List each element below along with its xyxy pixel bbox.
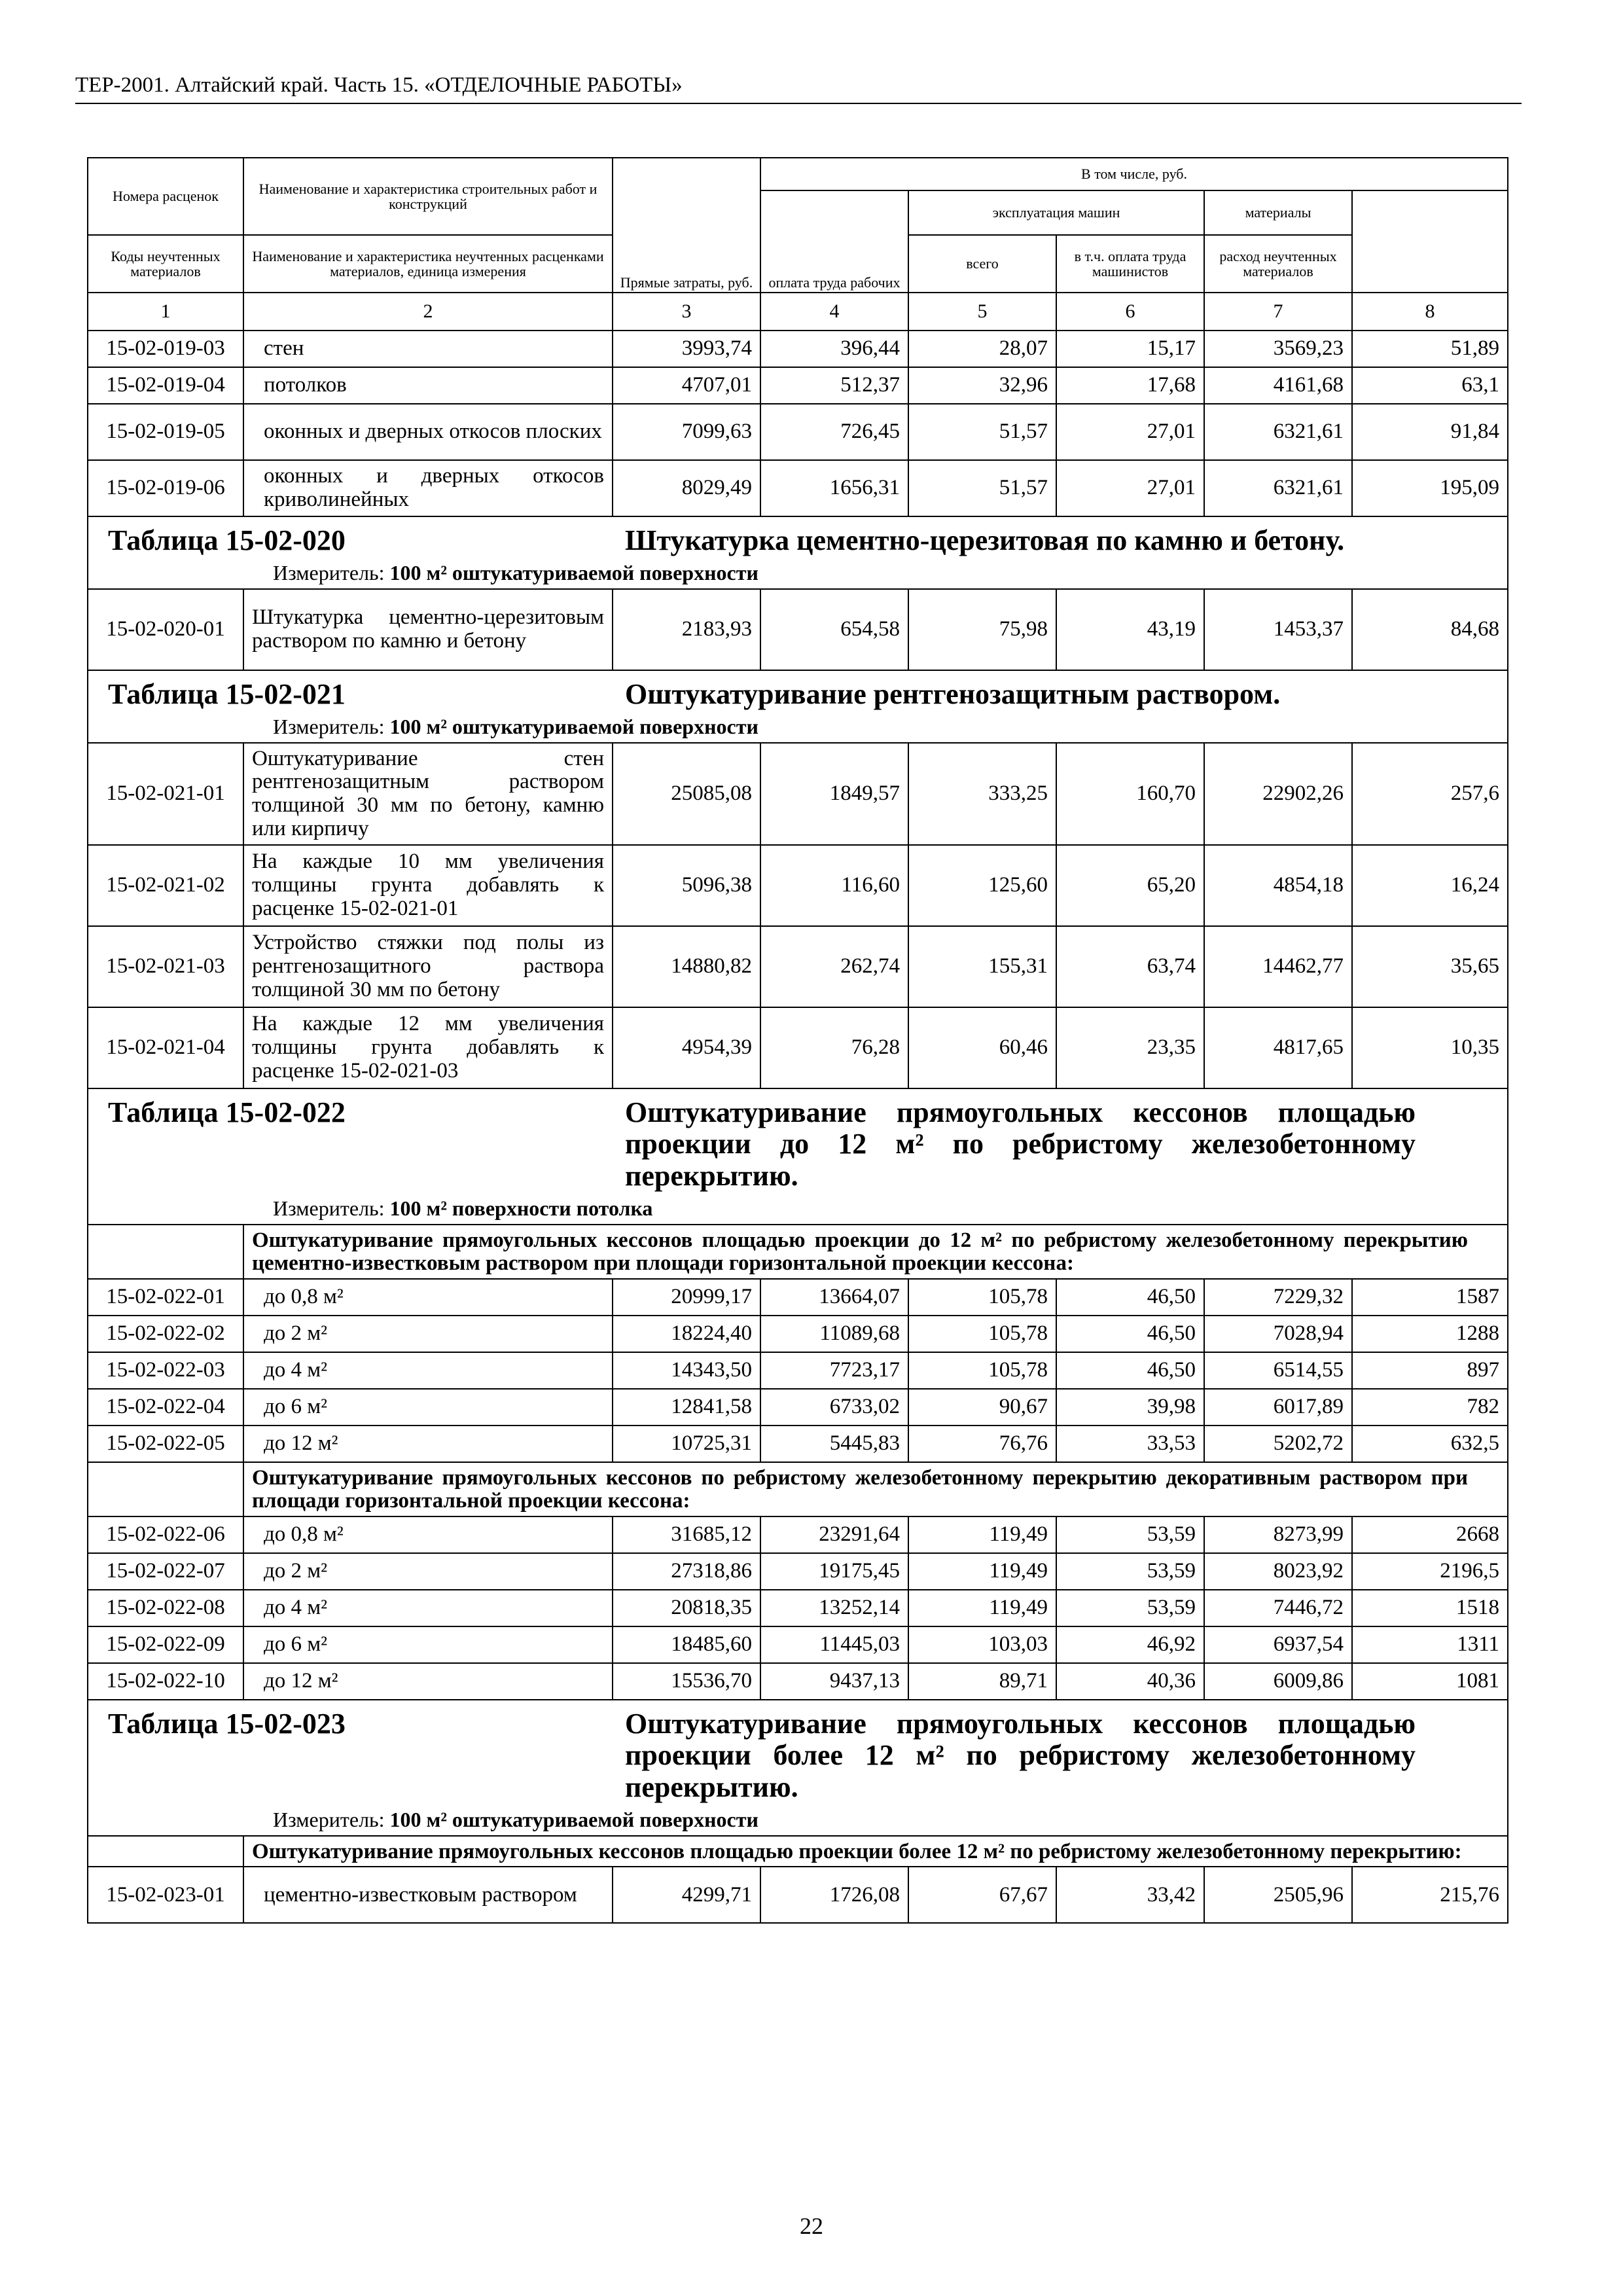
machines-total-cell: 51,57 bbox=[908, 460, 1056, 516]
col-header-group: В том числе, руб. bbox=[760, 158, 1508, 190]
machinist-wages-cell: 40,36 bbox=[1056, 1663, 1204, 1700]
rate-code: 15-02-022-10 bbox=[88, 1663, 243, 1700]
machines-total-cell: 119,49 bbox=[908, 1516, 1056, 1553]
labor-hours-cell: 195,09 bbox=[1352, 460, 1508, 516]
direct-costs-cell: 14343,50 bbox=[613, 1352, 760, 1389]
table-row bbox=[88, 1867, 1508, 1923]
rate-code: 15-02-022-05 bbox=[88, 1426, 243, 1462]
table-row bbox=[88, 1316, 1508, 1352]
table-row bbox=[88, 589, 1508, 670]
work-name: до 6 м² bbox=[243, 1389, 613, 1426]
material-use-cell: 6321,61 bbox=[1204, 460, 1352, 516]
labor-hours-cell: 1311 bbox=[1352, 1626, 1508, 1663]
machines-total-cell: 51,57 bbox=[908, 404, 1056, 460]
group-row bbox=[88, 1462, 1508, 1516]
col-header-material-codes: Коды неучтенных материалов bbox=[88, 235, 243, 293]
machines-total-cell: 103,03 bbox=[908, 1626, 1056, 1663]
machines-total-cell: 333,25 bbox=[908, 743, 1056, 845]
table-heading: Оштукатуривание прямоугольных кессонов площадью проекции до 12 м² по ребристому железобетонному перекрытию. bbox=[625, 1096, 1416, 1192]
wages-cell: 654,58 bbox=[760, 589, 908, 670]
direct-costs-cell: 12841,58 bbox=[613, 1389, 760, 1426]
labor-hours-cell: 84,68 bbox=[1352, 589, 1508, 670]
table-heading: Оштукатуривание прямоугольных кессонов площадью проекции более 12 м² по ребристому железобетонному перекрытию. bbox=[625, 1708, 1416, 1803]
material-use-cell: 6514,55 bbox=[1204, 1352, 1352, 1389]
machinist-wages-cell: 63,74 bbox=[1056, 926, 1204, 1007]
col-header-direct-costs: Прямые затраты, руб. bbox=[613, 158, 760, 293]
measure-prefix: Измеритель: bbox=[273, 715, 385, 739]
material-use-cell: 5202,72 bbox=[1204, 1426, 1352, 1462]
machinist-wages-cell: 160,70 bbox=[1056, 743, 1204, 845]
group-heading: Оштукатуривание прямоугольных кессонов площадью проекции до 12 м² по ребристому железобетонному перекрытию цементно-известковым раствором при площади горизонтальной проекции кессона: bbox=[243, 1225, 1508, 1279]
labor-hours-cell: 2668 bbox=[1352, 1516, 1508, 1553]
machines-total-cell: 125,60 bbox=[908, 845, 1056, 926]
wages-cell: 13664,07 bbox=[760, 1279, 908, 1316]
table-title-row bbox=[88, 670, 1508, 743]
labor-hours-cell: 1518 bbox=[1352, 1590, 1508, 1626]
rate-code: 15-02-019-03 bbox=[88, 331, 243, 367]
work-name: Штукатурка цементно-церезитовым раствором по камню и бетону bbox=[243, 589, 613, 670]
material-use-cell: 8023,92 bbox=[1204, 1553, 1352, 1590]
direct-costs-cell: 14880,82 bbox=[613, 926, 760, 1007]
work-name: до 6 м² bbox=[243, 1626, 613, 1663]
measure-value: 100 м² оштукатуриваемой поверхности bbox=[389, 715, 758, 739]
measure-value: 100 м² оштукатуриваемой поверхности bbox=[389, 561, 758, 585]
rate-code: 15-02-022-04 bbox=[88, 1389, 243, 1426]
labor-hours-cell: 782 bbox=[1352, 1389, 1508, 1426]
group-spacer bbox=[88, 1462, 243, 1516]
rate-code: 15-02-021-01 bbox=[88, 743, 243, 845]
material-use-cell: 6017,89 bbox=[1204, 1389, 1352, 1426]
machines-total-cell: 32,96 bbox=[908, 367, 1056, 404]
table-row bbox=[88, 1352, 1508, 1389]
table-number: Таблица 15-02-022 bbox=[108, 1096, 346, 1128]
work-name: Устройство стяжки под полы из рентгенозащитного раствора толщиной 30 мм по бетону bbox=[243, 926, 613, 1007]
machinist-wages-cell: 53,59 bbox=[1056, 1590, 1204, 1626]
direct-costs-cell: 4954,39 bbox=[613, 1007, 760, 1088]
table-number: Таблица 15-02-020 bbox=[108, 524, 346, 556]
labor-hours-cell: 10,35 bbox=[1352, 1007, 1508, 1088]
labor-hours-cell: 2196,5 bbox=[1352, 1553, 1508, 1590]
machines-total-cell: 75,98 bbox=[908, 589, 1056, 670]
material-use-cell: 4161,68 bbox=[1204, 367, 1352, 404]
direct-costs-cell: 18485,60 bbox=[613, 1626, 760, 1663]
machinist-wages-cell: 27,01 bbox=[1056, 460, 1204, 516]
wages-cell: 1849,57 bbox=[760, 743, 908, 845]
group-heading: Оштукатуривание прямоугольных кессонов по ребристому железобетонному перекрытию декоративным раствором при площади горизонтальной проекции кессона: bbox=[243, 1462, 1508, 1516]
machines-total-cell: 119,49 bbox=[908, 1553, 1056, 1590]
machinist-wages-cell: 39,98 bbox=[1056, 1389, 1204, 1426]
direct-costs-cell: 20818,35 bbox=[613, 1590, 760, 1626]
labor-hours-cell: 51,89 bbox=[1352, 331, 1508, 367]
machines-total-cell: 105,78 bbox=[908, 1279, 1056, 1316]
group-heading: Оштукатуривание прямоугольных кессонов площадью проекции более 12 м² по ребристому железобетонному перекрытию: bbox=[243, 1836, 1508, 1867]
machines-total-cell: 28,07 bbox=[908, 331, 1056, 367]
table-title bbox=[88, 1088, 1508, 1225]
direct-costs-cell: 3993,74 bbox=[613, 331, 760, 367]
work-name: На каждые 10 мм увеличения толщины грунта добавлять к расценке 15-02-021-01 bbox=[243, 845, 613, 926]
work-name: до 0,8 м² bbox=[243, 1279, 613, 1316]
wages-cell: 19175,45 bbox=[760, 1553, 908, 1590]
machines-total-cell: 76,76 bbox=[908, 1426, 1056, 1462]
col-header-material-use: расход неучтенных материалов bbox=[1204, 235, 1352, 293]
table-heading: Оштукатуривание рентгенозащитным раствором. bbox=[625, 677, 1281, 710]
labor-hours-cell: 215,76 bbox=[1352, 1867, 1508, 1923]
machinist-wages-cell: 33,42 bbox=[1056, 1867, 1204, 1923]
rate-code: 15-02-022-01 bbox=[88, 1279, 243, 1316]
table-heading: Штукатурка цементно-церезитовая по камню и бетону. bbox=[625, 524, 1345, 556]
wages-cell: 1726,08 bbox=[760, 1867, 908, 1923]
material-use-cell: 8273,99 bbox=[1204, 1516, 1352, 1553]
rate-code: 15-02-019-06 bbox=[88, 460, 243, 516]
machinist-wages-cell: 17,68 bbox=[1056, 367, 1204, 404]
page-number: 22 bbox=[800, 2213, 823, 2239]
col-header-wages: оплата труда рабочих bbox=[760, 190, 908, 293]
col-header-materials: материалы bbox=[1204, 190, 1352, 235]
rate-code: 15-02-022-02 bbox=[88, 1316, 243, 1352]
labor-hours-cell: 35,65 bbox=[1352, 926, 1508, 1007]
table-row bbox=[88, 1590, 1508, 1626]
material-use-cell: 4817,65 bbox=[1204, 1007, 1352, 1088]
group-row bbox=[88, 1225, 1508, 1279]
material-use-cell: 14462,77 bbox=[1204, 926, 1352, 1007]
work-name: до 4 м² bbox=[243, 1352, 613, 1389]
labor-hours-cell: 91,84 bbox=[1352, 404, 1508, 460]
wages-cell: 7723,17 bbox=[760, 1352, 908, 1389]
table-number: Таблица 15-02-023 bbox=[108, 1708, 346, 1740]
table-row bbox=[88, 926, 1508, 1007]
rates-table bbox=[87, 157, 1508, 1924]
wages-cell: 11445,03 bbox=[760, 1626, 908, 1663]
machinist-wages-cell: 33,53 bbox=[1056, 1426, 1204, 1462]
machinist-wages-cell: 27,01 bbox=[1056, 404, 1204, 460]
wages-cell: 13252,14 bbox=[760, 1590, 908, 1626]
material-use-cell: 4854,18 bbox=[1204, 845, 1352, 926]
direct-costs-cell: 25085,08 bbox=[613, 743, 760, 845]
machinist-wages-cell: 46,50 bbox=[1056, 1352, 1204, 1389]
unit-of-measure bbox=[108, 1808, 1488, 1831]
wages-cell: 23291,64 bbox=[760, 1516, 908, 1553]
table-row bbox=[88, 1663, 1508, 1700]
work-name: до 0,8 м² bbox=[243, 1516, 613, 1553]
direct-costs-cell: 2183,93 bbox=[613, 589, 760, 670]
rate-code: 15-02-022-09 bbox=[88, 1626, 243, 1663]
labor-hours-cell: 632,5 bbox=[1352, 1426, 1508, 1462]
unit-of-measure bbox=[108, 562, 1488, 584]
table-row bbox=[88, 1279, 1508, 1316]
labor-hours-cell: 16,24 bbox=[1352, 845, 1508, 926]
wages-cell: 1656,31 bbox=[760, 460, 908, 516]
machinist-wages-cell: 43,19 bbox=[1056, 589, 1204, 670]
table-row bbox=[88, 1426, 1508, 1462]
wages-cell: 6733,02 bbox=[760, 1389, 908, 1426]
col-header-material-names: Наименование и характеристика неучтенных расценками материалов, единица измерения bbox=[243, 235, 613, 293]
table-row bbox=[88, 845, 1508, 926]
rate-code: 15-02-022-03 bbox=[88, 1352, 243, 1389]
machinist-wages-cell: 53,59 bbox=[1056, 1516, 1204, 1553]
table-row bbox=[88, 1389, 1508, 1426]
wages-cell: 76,28 bbox=[760, 1007, 908, 1088]
measure-value: 100 м² оштукатуриваемой поверхности bbox=[389, 1808, 758, 1832]
wages-cell: 396,44 bbox=[760, 331, 908, 367]
machines-total-cell: 60,46 bbox=[908, 1007, 1056, 1088]
material-use-cell: 7446,72 bbox=[1204, 1590, 1352, 1626]
col-header-machinist-wages: в т.ч. оплата труда машинистов bbox=[1056, 235, 1204, 293]
machinist-wages-cell: 23,35 bbox=[1056, 1007, 1204, 1088]
work-name: до 2 м² bbox=[243, 1316, 613, 1352]
labor-hours-cell: 1587 bbox=[1352, 1279, 1508, 1316]
work-name: цементно-известковым раствором bbox=[243, 1867, 613, 1923]
machinist-wages-cell: 46,50 bbox=[1056, 1279, 1204, 1316]
machines-total-cell: 119,49 bbox=[908, 1590, 1056, 1626]
table-number: Таблица 15-02-021 bbox=[108, 677, 346, 710]
rate-code: 15-02-021-02 bbox=[88, 845, 243, 926]
direct-costs-cell: 4299,71 bbox=[613, 1867, 760, 1923]
machinist-wages-cell: 53,59 bbox=[1056, 1553, 1204, 1590]
direct-costs-cell: 4707,01 bbox=[613, 367, 760, 404]
material-use-cell: 22902,26 bbox=[1204, 743, 1352, 845]
rate-code: 15-02-023-01 bbox=[88, 1867, 243, 1923]
machines-total-cell: 90,67 bbox=[908, 1389, 1056, 1426]
material-use-cell: 7229,32 bbox=[1204, 1279, 1352, 1316]
machines-total-cell: 105,78 bbox=[908, 1352, 1056, 1389]
wages-cell: 11089,68 bbox=[760, 1316, 908, 1352]
rate-code: 15-02-021-04 bbox=[88, 1007, 243, 1088]
table-row bbox=[88, 404, 1508, 460]
measure-prefix: Измеритель: bbox=[273, 561, 385, 585]
direct-costs-cell: 20999,17 bbox=[613, 1279, 760, 1316]
direct-costs-cell: 27318,86 bbox=[613, 1553, 760, 1590]
material-use-cell: 2505,96 bbox=[1204, 1867, 1352, 1923]
wages-cell: 5445,83 bbox=[760, 1426, 908, 1462]
work-name: оконных и дверных откосов криволинейных bbox=[243, 460, 613, 516]
material-use-cell: 6321,61 bbox=[1204, 404, 1352, 460]
col-header-codes: Номера расценок bbox=[88, 158, 243, 235]
rate-code: 15-02-022-07 bbox=[88, 1553, 243, 1590]
direct-costs-cell: 31685,12 bbox=[613, 1516, 760, 1553]
unit-of-measure bbox=[108, 715, 1488, 738]
labor-hours-cell: 1081 bbox=[1352, 1663, 1508, 1700]
material-use-cell: 6009,86 bbox=[1204, 1663, 1352, 1700]
rate-code: 15-02-022-08 bbox=[88, 1590, 243, 1626]
table-row bbox=[88, 460, 1508, 516]
table-title-row bbox=[88, 1700, 1508, 1836]
work-name: стен bbox=[243, 331, 613, 367]
machines-total-cell: 105,78 bbox=[908, 1316, 1056, 1352]
labor-hours-cell: 257,6 bbox=[1352, 743, 1508, 845]
direct-costs-cell: 18224,40 bbox=[613, 1316, 760, 1352]
table-row bbox=[88, 1553, 1508, 1590]
table-title-row bbox=[88, 1088, 1508, 1225]
direct-costs-cell: 7099,63 bbox=[613, 404, 760, 460]
material-use-cell: 1453,37 bbox=[1204, 589, 1352, 670]
machines-total-cell: 89,71 bbox=[908, 1663, 1056, 1700]
col-header-machines-total: всего bbox=[908, 235, 1056, 293]
work-name: На каждые 12 мм увеличения толщины грунта добавлять к расценке 15-02-021-03 bbox=[243, 1007, 613, 1088]
work-name: оконных и дверных откосов плоских bbox=[243, 404, 613, 460]
wages-cell: 262,74 bbox=[760, 926, 908, 1007]
group-spacer bbox=[88, 1225, 243, 1279]
machinist-wages-cell: 46,92 bbox=[1056, 1626, 1204, 1663]
machinist-wages-cell: 65,20 bbox=[1056, 845, 1204, 926]
rate-code: 15-02-019-04 bbox=[88, 367, 243, 404]
wages-cell: 726,45 bbox=[760, 404, 908, 460]
page-header: ТЕР-2001. Алтайский край. Часть 15. «ОТДЕЛОЧНЫЕ РАБОТЫ» bbox=[75, 73, 1522, 104]
work-name: до 2 м² bbox=[243, 1553, 613, 1590]
machines-total-cell: 155,31 bbox=[908, 926, 1056, 1007]
machinist-wages-cell: 15,17 bbox=[1056, 331, 1204, 367]
labor-hours-cell: 1288 bbox=[1352, 1316, 1508, 1352]
work-name: потолков bbox=[243, 367, 613, 404]
work-name: до 4 м² bbox=[243, 1590, 613, 1626]
labor-hours-cell: 63,1 bbox=[1352, 367, 1508, 404]
rate-code: 15-02-021-03 bbox=[88, 926, 243, 1007]
wages-cell: 9437,13 bbox=[760, 1663, 908, 1700]
material-use-cell: 6937,54 bbox=[1204, 1626, 1352, 1663]
rate-code: 15-02-022-06 bbox=[88, 1516, 243, 1553]
col-header-names: Наименование и характеристика строительных работ и конструкций bbox=[243, 158, 613, 235]
material-use-cell: 3569,23 bbox=[1204, 331, 1352, 367]
measure-prefix: Измеритель: bbox=[273, 1808, 385, 1832]
machinist-wages-cell: 46,50 bbox=[1056, 1316, 1204, 1352]
table-title-row bbox=[88, 516, 1508, 589]
group-spacer bbox=[88, 1836, 243, 1867]
wages-cell: 512,37 bbox=[760, 367, 908, 404]
direct-costs-cell: 5096,38 bbox=[613, 845, 760, 926]
table-row bbox=[88, 367, 1508, 404]
rate-code: 15-02-019-05 bbox=[88, 404, 243, 460]
table-row bbox=[88, 1516, 1508, 1553]
work-name: Оштукатуривание стен рентгенозащитным раствором толщиной 30 мм по бетону, камню или кирпичу bbox=[243, 743, 613, 845]
rate-code: 15-02-020-01 bbox=[88, 589, 243, 670]
labor-hours-cell: 897 bbox=[1352, 1352, 1508, 1389]
machines-total-cell: 67,67 bbox=[908, 1867, 1056, 1923]
direct-costs-cell: 10725,31 bbox=[613, 1426, 760, 1462]
material-use-cell: 7028,94 bbox=[1204, 1316, 1352, 1352]
table-row bbox=[88, 1007, 1508, 1088]
work-name: до 12 м² bbox=[243, 1663, 613, 1700]
col-header-machines: эксплуатация машин bbox=[908, 190, 1204, 235]
work-name: до 12 м² bbox=[243, 1426, 613, 1462]
group-row bbox=[88, 1836, 1508, 1867]
table-title bbox=[88, 516, 1508, 589]
measure-prefix: Измеритель: bbox=[273, 1196, 385, 1221]
wages-cell: 116,60 bbox=[760, 845, 908, 926]
table-row bbox=[88, 1626, 1508, 1663]
direct-costs-cell: 8029,49 bbox=[613, 460, 760, 516]
unit-of-measure bbox=[108, 1197, 1488, 1220]
table-row bbox=[88, 743, 1508, 845]
direct-costs-cell: 15536,70 bbox=[613, 1663, 760, 1700]
table-title bbox=[88, 670, 1508, 743]
table-row bbox=[88, 331, 1508, 367]
measure-value: 100 м² поверхности потолка bbox=[389, 1196, 653, 1221]
column-numbers-row: 1 2 3 4 5 6 7 8 bbox=[88, 293, 1508, 331]
table-title bbox=[88, 1700, 1508, 1836]
